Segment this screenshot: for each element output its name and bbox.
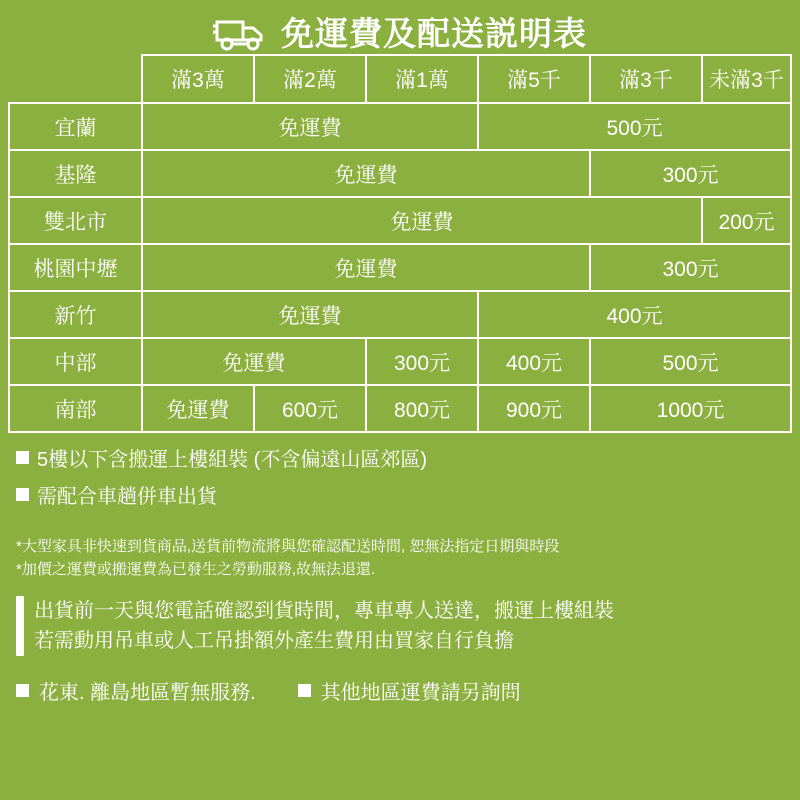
table-cell: 500元 bbox=[478, 103, 791, 150]
footer-row bbox=[0, 656, 800, 705]
truck-icon bbox=[213, 14, 271, 52]
note-item bbox=[16, 480, 784, 509]
emphasis-block bbox=[0, 582, 800, 656]
row-header-region: 宜蘭 bbox=[9, 103, 142, 150]
column-header-4: 滿5千 bbox=[478, 55, 590, 103]
column-header-2: 滿2萬 bbox=[254, 55, 366, 103]
square-bullet-icon bbox=[16, 488, 29, 501]
row-header-region: 桃園中壢 bbox=[9, 244, 142, 291]
column-header-1: 滿3萬 bbox=[142, 55, 254, 103]
table-cell: 免運費 bbox=[142, 197, 702, 244]
fineprint-line-2: *加價之運費或搬運費為已發生之勞動服務,故無法退還. bbox=[16, 561, 376, 579]
table-cell: 1000元 bbox=[590, 385, 791, 432]
column-header-6: 未滿3千 bbox=[702, 55, 791, 103]
table-cell: 300元 bbox=[366, 338, 478, 385]
table-row bbox=[9, 244, 791, 291]
notes-list bbox=[0, 433, 800, 509]
emphasis-lines bbox=[34, 596, 614, 656]
table-row bbox=[9, 338, 791, 385]
title-text: 免運費及配送説明表 bbox=[281, 14, 587, 52]
table-row bbox=[9, 150, 791, 197]
emphasis-line-1: 出貨前一天與您電話確認到貨時間，專車專人送達，搬運上樓組裝 bbox=[34, 599, 614, 622]
table-cell: 900元 bbox=[478, 385, 590, 432]
emphasis-line-2: 若需動用吊車或人工吊掛額外產生費用由買家自行負擔 bbox=[34, 629, 514, 652]
table-cell: 300元 bbox=[590, 244, 791, 291]
fineprint-block bbox=[0, 517, 800, 582]
footer-right-text: 其他地區運費請另詢問 bbox=[320, 681, 521, 704]
emphasis-bar bbox=[16, 596, 24, 656]
table-row bbox=[9, 197, 791, 244]
row-header-region: 雙北市 bbox=[9, 197, 142, 244]
fineprint-line-1: *大型家具非快速到貨商品,送貨前物流將與您確認配送時間, 恕無法指定日期與時段 bbox=[16, 538, 560, 555]
table-cell: 200元 bbox=[702, 197, 791, 244]
square-bullet-icon bbox=[16, 684, 29, 697]
column-header-3: 滿1萬 bbox=[366, 55, 478, 103]
row-header-region: 中部 bbox=[9, 338, 142, 385]
table-cell: 600元 bbox=[254, 385, 366, 432]
note-text: 5樓以下含搬運上樓組裝 (不含偏遠山區郊區) bbox=[37, 449, 427, 471]
row-header-region: 南部 bbox=[9, 385, 142, 432]
table-header-row bbox=[9, 55, 791, 103]
square-bullet-icon bbox=[298, 684, 311, 697]
table-row bbox=[9, 103, 791, 150]
footer-left-text: 花東. 離島地區暫無服務. bbox=[39, 681, 256, 704]
table-cell: 800元 bbox=[366, 385, 478, 432]
table-cell: 500元 bbox=[590, 338, 791, 385]
table-cell: 免運費 bbox=[142, 244, 590, 291]
table-cell: 400元 bbox=[478, 338, 590, 385]
row-header-region: 新竹 bbox=[9, 291, 142, 338]
table-cell: 免運費 bbox=[142, 103, 478, 150]
table-row bbox=[9, 291, 791, 338]
note-item bbox=[16, 443, 784, 472]
freight-table bbox=[8, 54, 792, 433]
freight-table-wrap bbox=[0, 54, 800, 433]
table-cell: 400元 bbox=[478, 291, 791, 338]
column-header-5: 滿3千 bbox=[590, 55, 702, 103]
note-text: 需配合車趟併車出貨 bbox=[37, 486, 217, 508]
table-cell: 300元 bbox=[590, 150, 791, 197]
page-title bbox=[0, 0, 800, 54]
table-corner-cell bbox=[9, 55, 142, 103]
table-cell: 免運費 bbox=[142, 291, 478, 338]
square-bullet-icon bbox=[16, 451, 29, 464]
row-header-region: 基隆 bbox=[9, 150, 142, 197]
table-cell: 免運費 bbox=[142, 385, 254, 432]
table-row bbox=[9, 385, 791, 432]
table-cell: 免運費 bbox=[142, 150, 590, 197]
table-cell: 免運費 bbox=[142, 338, 366, 385]
